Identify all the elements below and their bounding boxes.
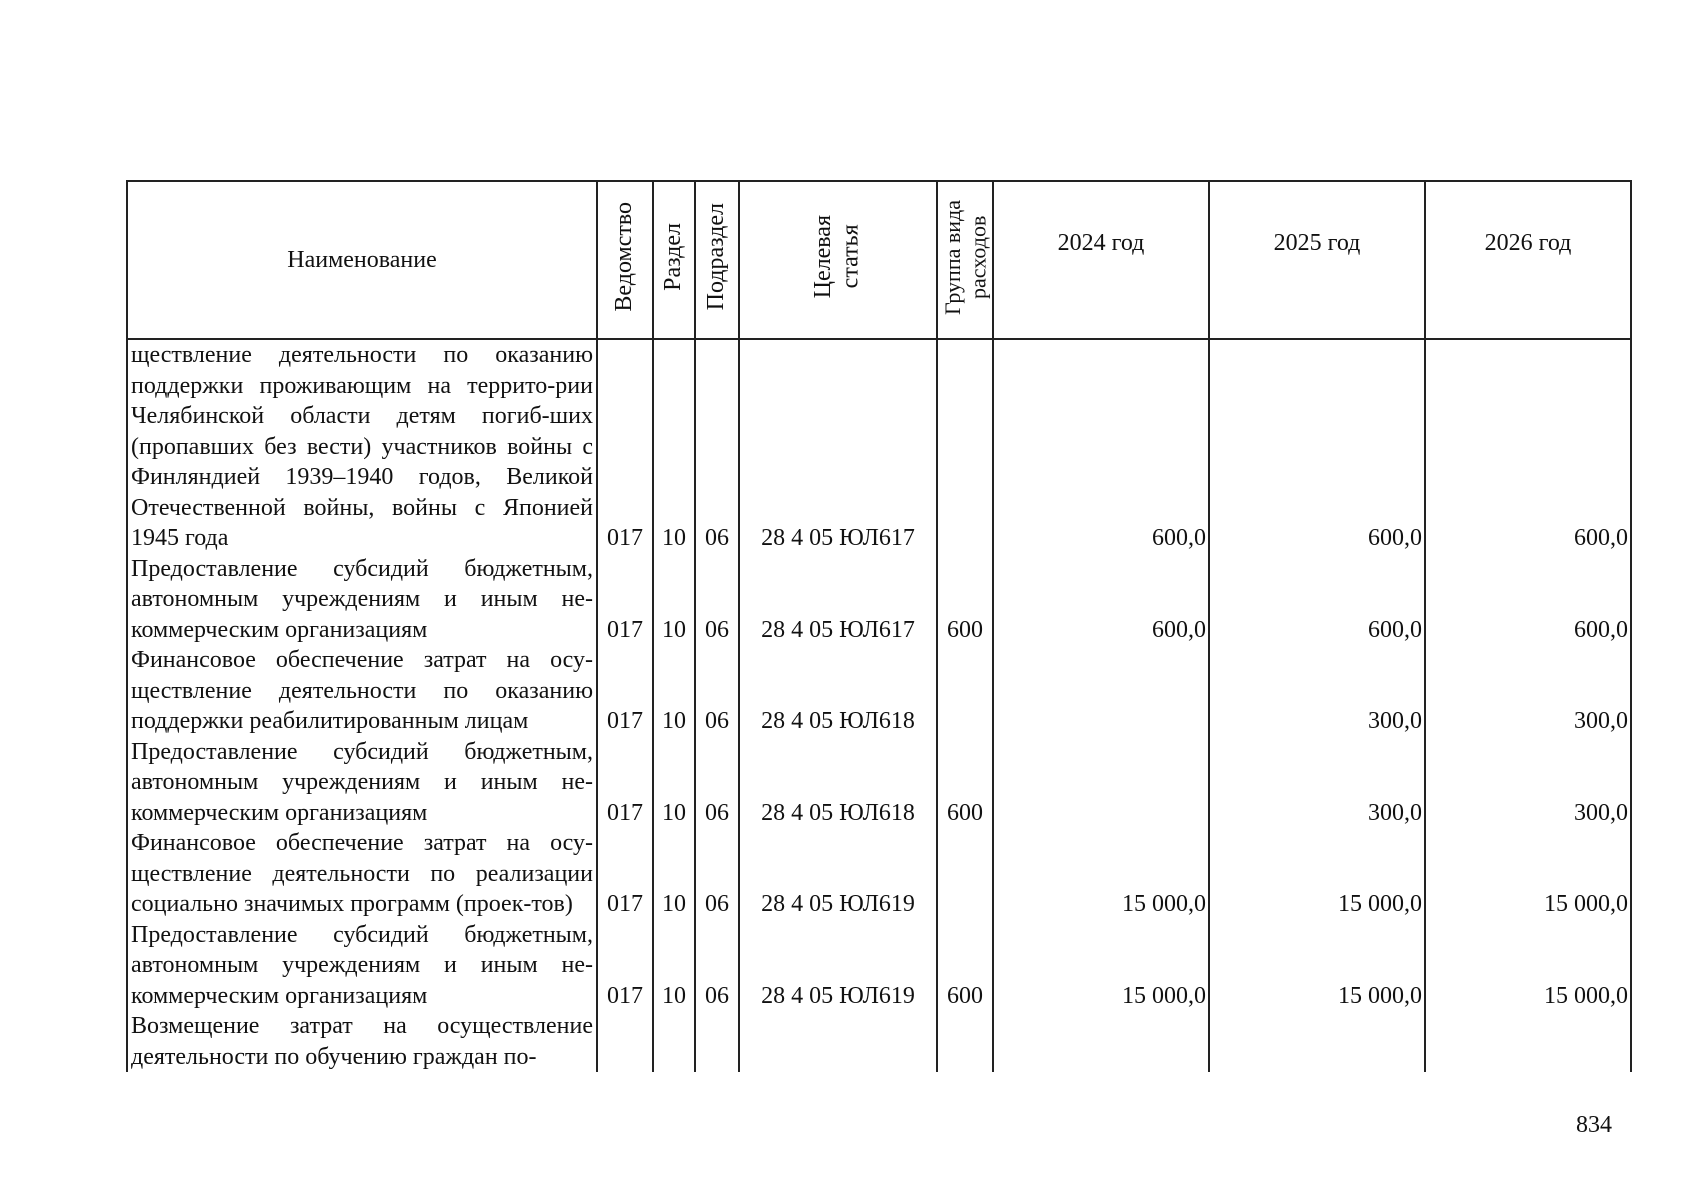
header-2025: 2025 год	[1209, 181, 1425, 339]
cell-2026: 600,0	[1425, 339, 1631, 554]
cell-podrazdel	[695, 1011, 739, 1072]
cell-article: 28 4 05 ЮЛ617	[739, 339, 937, 554]
cell-2024	[993, 645, 1209, 737]
cell-article	[739, 1011, 937, 1072]
cell-group	[937, 645, 993, 737]
cell-2026	[1425, 1011, 1631, 1072]
table-header-row	[127, 181, 1631, 339]
table-row	[127, 828, 1631, 920]
cell-article: 28 4 05 ЮЛ618	[739, 645, 937, 737]
cell-podrazdel: 06	[695, 645, 739, 737]
header-2026: 2026 год	[1425, 181, 1631, 339]
cell-razdel: 10	[653, 339, 695, 554]
cell-ved: 017	[597, 920, 653, 1012]
cell-2025: 600,0	[1209, 554, 1425, 646]
cell-razdel	[653, 1011, 695, 1072]
table-row	[127, 645, 1631, 737]
cell-article: 28 4 05 ЮЛ619	[739, 828, 937, 920]
cell-ved: 017	[597, 554, 653, 646]
cell-2025: 15 000,0	[1209, 920, 1425, 1012]
table-row	[127, 737, 1631, 829]
cell-2025: 300,0	[1209, 645, 1425, 737]
cell-2026: 600,0	[1425, 554, 1631, 646]
budget-table	[126, 180, 1632, 1072]
cell-group	[937, 828, 993, 920]
cell-ved: 017	[597, 339, 653, 554]
cell-article: 28 4 05 ЮЛ618	[739, 737, 937, 829]
cell-2025	[1209, 1011, 1425, 1072]
cell-ved: 017	[597, 737, 653, 829]
cell-podrazdel: 06	[695, 554, 739, 646]
header-2024: 2024 год	[993, 181, 1209, 339]
cell-2024	[993, 737, 1209, 829]
header-razdel: Раздел	[653, 181, 695, 339]
cell-podrazdel: 06	[695, 920, 739, 1012]
cell-name: Возмещение затрат на осуществление деятельности по обучению граждан по-	[127, 1011, 597, 1072]
cell-podrazdel: 06	[695, 828, 739, 920]
cell-group	[937, 1011, 993, 1072]
table-row	[127, 1011, 1631, 1072]
cell-podrazdel: 06	[695, 339, 739, 554]
cell-razdel: 10	[653, 737, 695, 829]
cell-2026: 300,0	[1425, 645, 1631, 737]
header-podrazdel: Подраздел	[695, 181, 739, 339]
cell-2025: 600,0	[1209, 339, 1425, 554]
cell-2024: 15 000,0	[993, 828, 1209, 920]
cell-razdel: 10	[653, 828, 695, 920]
cell-razdel: 10	[653, 645, 695, 737]
header-name: Наименование	[127, 181, 597, 339]
cell-2024: 600,0	[993, 339, 1209, 554]
cell-name: Предоставление субсидий бюджетным, автономным учреждениям и иным не-коммерческим организациям	[127, 920, 597, 1012]
cell-2025: 300,0	[1209, 737, 1425, 829]
cell-2024: 600,0	[993, 554, 1209, 646]
cell-name: Финансовое обеспечение затрат на осу-ществление деятельности по реализации социально значимых программ (проек-тов)	[127, 828, 597, 920]
cell-name: Предоставление субсидий бюджетным, автономным учреждениям и иным не-коммерческим организациям	[127, 737, 597, 829]
cell-2024: 15 000,0	[993, 920, 1209, 1012]
header-vedomstvo: Ведомство	[597, 181, 653, 339]
table-row	[127, 554, 1631, 646]
cell-2025: 15 000,0	[1209, 828, 1425, 920]
cell-razdel: 10	[653, 920, 695, 1012]
cell-2024	[993, 1011, 1209, 1072]
cell-name: Предоставление субсидий бюджетным, автономным учреждениям и иным не-коммерческим организациям	[127, 554, 597, 646]
cell-podrazdel: 06	[695, 737, 739, 829]
header-group: Группа вида расходов	[937, 181, 993, 339]
table-row	[127, 339, 1631, 554]
header-article: Целевая статья	[739, 181, 937, 339]
cell-ved: 017	[597, 828, 653, 920]
cell-ved	[597, 1011, 653, 1072]
cell-group: 600	[937, 737, 993, 829]
page-number: 834	[1576, 1112, 1612, 1138]
cell-razdel: 10	[653, 554, 695, 646]
cell-article: 28 4 05 ЮЛ617	[739, 554, 937, 646]
cell-group: 600	[937, 920, 993, 1012]
cell-2026: 15 000,0	[1425, 920, 1631, 1012]
cell-article: 28 4 05 ЮЛ619	[739, 920, 937, 1012]
cell-name: Финансовое обеспечение затрат на осу-ществление деятельности по оказанию поддержки реабилитированным лицам	[127, 645, 597, 737]
cell-2026: 300,0	[1425, 737, 1631, 829]
cell-group	[937, 339, 993, 554]
cell-group: 600	[937, 554, 993, 646]
cell-name: ществление деятельности по оказанию поддержки проживающим на террито-рии Челябинской области детям погиб-ших (пропавших без вести) участников войны с Финляндией 1939–1940 годов, Великой Отечественной войны, войны с Японией 1945 года	[127, 339, 597, 554]
cell-ved: 017	[597, 645, 653, 737]
table-row	[127, 920, 1631, 1012]
cell-2026: 15 000,0	[1425, 828, 1631, 920]
